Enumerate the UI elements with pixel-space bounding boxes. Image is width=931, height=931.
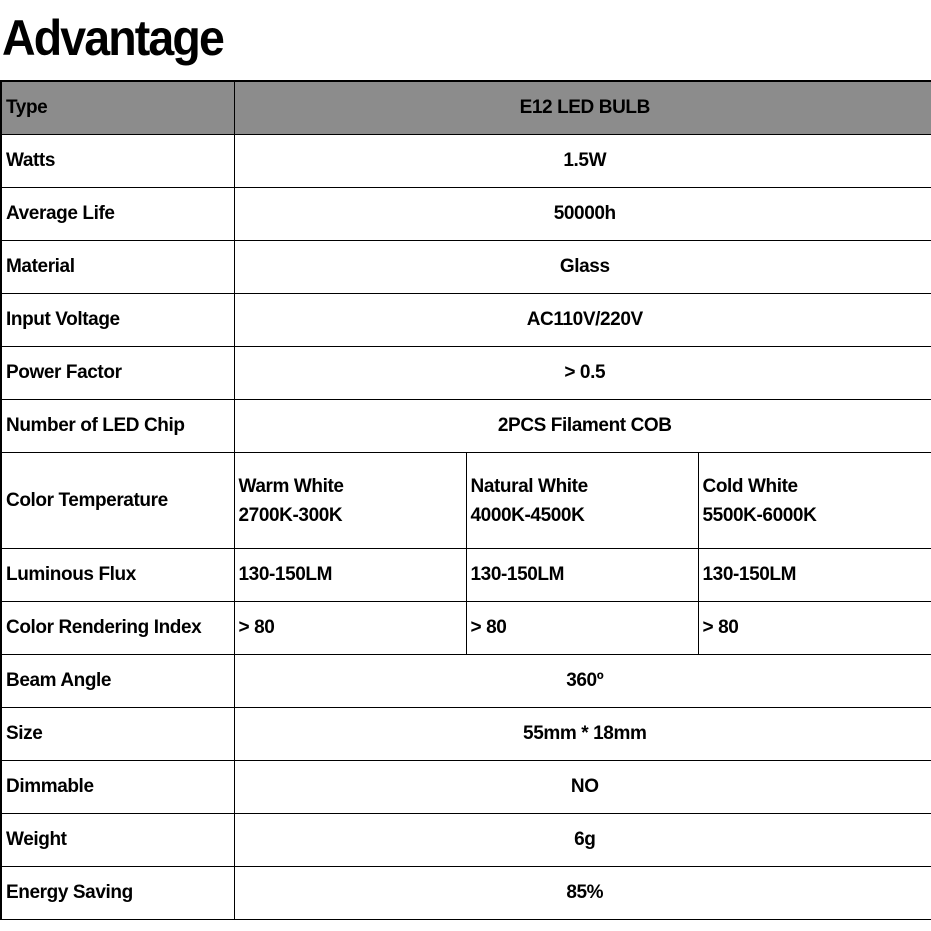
color-option-range: 2700K-300K xyxy=(238,504,343,526)
row-value: 1.5W xyxy=(234,135,931,188)
row-value: 6g xyxy=(234,814,931,867)
row-value: 130-150LM xyxy=(466,549,698,602)
row-label: Material xyxy=(1,241,234,294)
row-value: Glass xyxy=(234,241,931,294)
page-title: Advantage xyxy=(2,10,223,66)
table-row xyxy=(1,708,931,761)
row-label: Watts xyxy=(1,135,234,188)
color-option-name: Natural White xyxy=(470,475,588,497)
table-row-color-temperature xyxy=(1,453,931,549)
color-option-name: Warm White xyxy=(238,475,344,497)
row-label: Dimmable xyxy=(1,761,234,814)
row-value: > 0.5 xyxy=(234,347,931,400)
row-value: > 80 xyxy=(698,602,931,655)
table-row-color-rendering-index xyxy=(1,602,931,655)
table-row xyxy=(1,294,931,347)
row-label: Luminous Flux xyxy=(1,549,234,602)
row-value: 360º xyxy=(234,655,931,708)
row-value: 55mm * 18mm xyxy=(234,708,931,761)
color-option-range: 5500K-6000K xyxy=(702,504,817,526)
row-label: Input Voltage xyxy=(1,294,234,347)
row-value: 130-150LM xyxy=(698,549,931,602)
table-row xyxy=(1,867,931,920)
row-value: 85% xyxy=(234,867,931,920)
row-value: AC110V/220V xyxy=(234,294,931,347)
table-header-row xyxy=(1,81,931,135)
row-label: Color Rendering Index xyxy=(1,602,234,655)
row-value: NO xyxy=(234,761,931,814)
table-row xyxy=(1,347,931,400)
table-row xyxy=(1,761,931,814)
row-value: E12 LED BULB xyxy=(234,81,931,135)
row-value: 50000h xyxy=(234,188,931,241)
row-label: Energy Saving xyxy=(1,867,234,920)
table-row xyxy=(1,655,931,708)
spec-table xyxy=(0,80,931,920)
color-option-natural-white xyxy=(466,453,698,549)
color-option-cold-white xyxy=(698,453,931,549)
color-option-name: Cold White xyxy=(702,475,798,497)
row-label: Color Temperature xyxy=(1,453,234,549)
row-value: > 80 xyxy=(234,602,466,655)
row-value: 130-150LM xyxy=(234,549,466,602)
row-label: Number of LED Chip xyxy=(1,400,234,453)
row-label: Size xyxy=(1,708,234,761)
row-label: Beam Angle xyxy=(1,655,234,708)
color-option-range: 4000K-4500K xyxy=(470,504,585,526)
row-value: 2PCS Filament COB xyxy=(234,400,931,453)
row-label: Average Life xyxy=(1,188,234,241)
color-option-warm-white xyxy=(234,453,466,549)
row-value: > 80 xyxy=(466,602,698,655)
table-row xyxy=(1,188,931,241)
table-row xyxy=(1,135,931,188)
row-label: Weight xyxy=(1,814,234,867)
table-row xyxy=(1,400,931,453)
table-row-luminous-flux xyxy=(1,549,931,602)
table-row xyxy=(1,241,931,294)
table-row xyxy=(1,814,931,867)
row-label: Type xyxy=(1,81,234,135)
row-label: Power Factor xyxy=(1,347,234,400)
